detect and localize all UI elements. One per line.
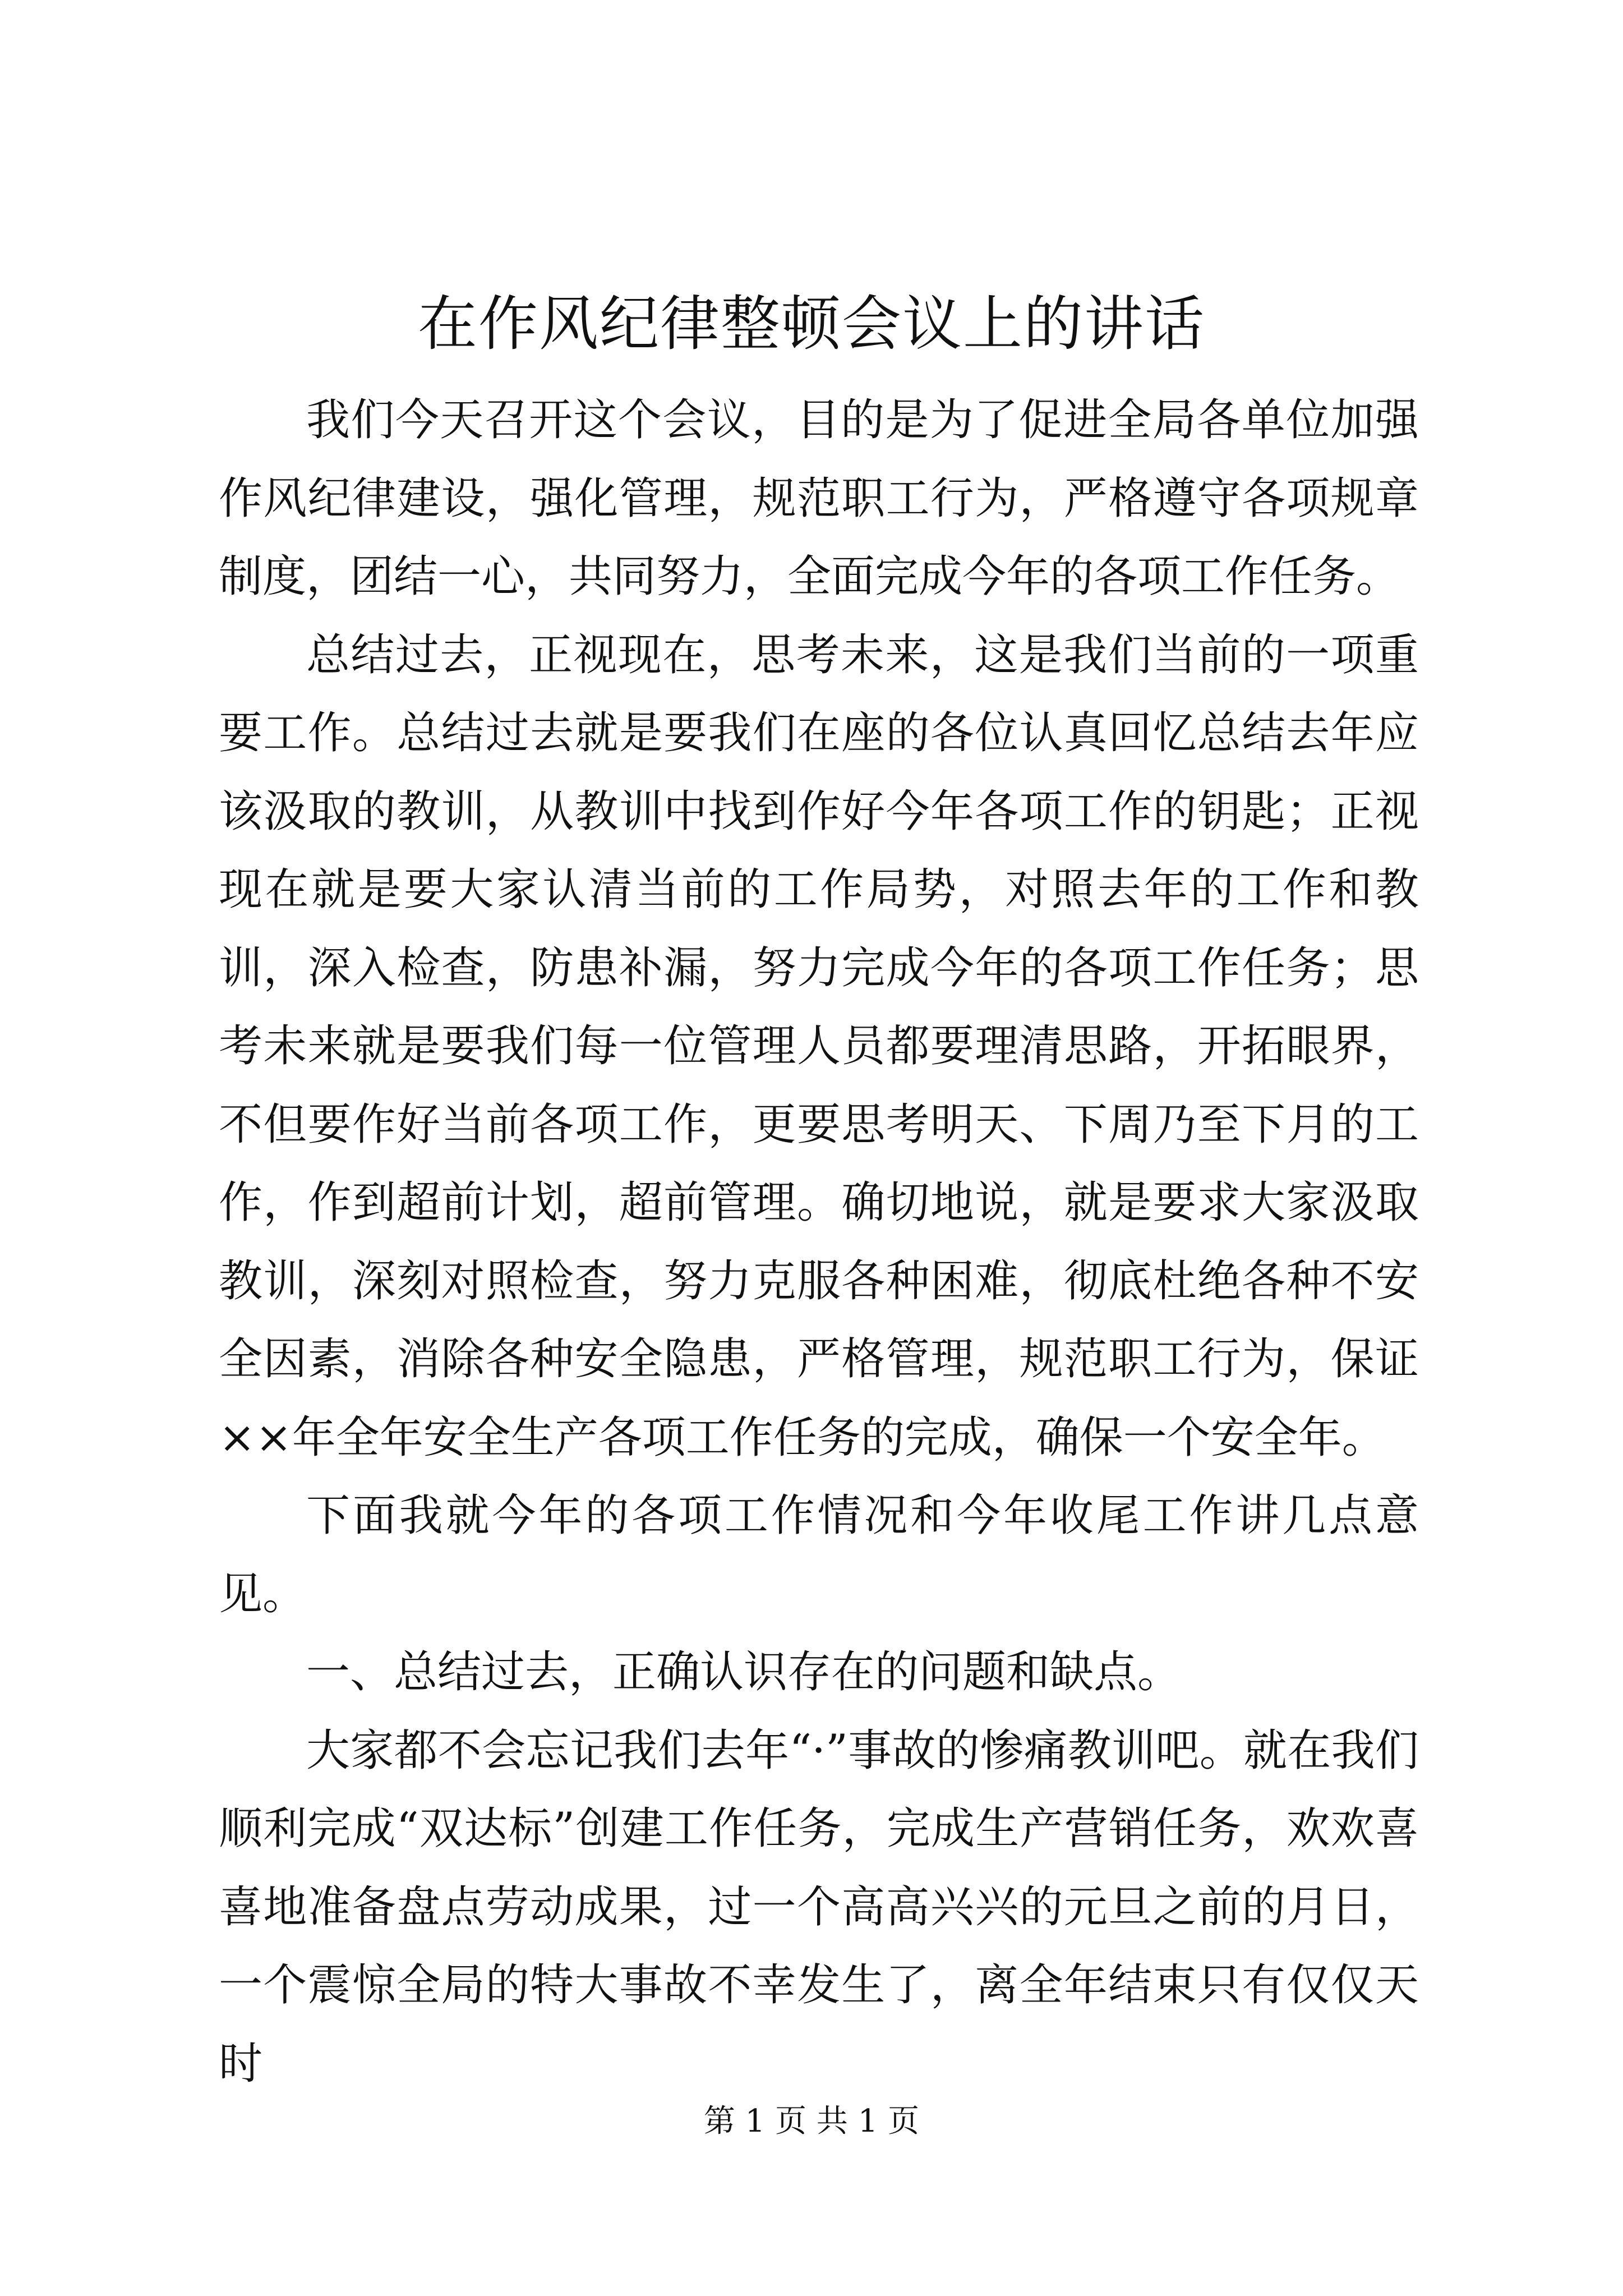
document-body — [219, 381, 1419, 2103]
paragraph-4: 大家都不会忘记我们去年“·”事故的惨痛教训吧。就在我们顺利完成“双达标”创建工作任务，完成生产营销任务，欢欢喜喜地准备盘点劳动成果，过一个高高兴兴的元旦之前的月日，一个震惊全局的特大事故不幸发生了，离全年结束只有仅仅天时 — [219, 1725, 1419, 2089]
document-title: 在作风纪律整顿会议上的讲话 — [418, 289, 1205, 358]
paragraph-3: 下面我就今年的各项工作情况和今年收尾工作讲几点意见。 — [219, 1490, 1419, 1619]
page-footer: 第 1 页 共 1 页 — [703, 2103, 920, 2139]
paragraph-2: 总结过去，正视现在，思考未来，这是我们当前的一项重要工作。总结过去就是要我们在座的各位认真回忆总结去年应该汲取的教训，从教训中找到作好今年各项工作的钥匙；正视现在就是要大家认清当前的工作局势，对照去年的工作和教训，深入检查，防患补漏，努力完成今年的各项工作任务；思考未来就是要我们每一位管理人员都要理清思路，开拓眼界，不但要作好当前各项工作，更要思考明天、下周乃至下月的工作，作到超前计划，超前管理。确切地说，就是要求大家汲取教训，深刻对照检查，努力克服各种困难，彻底杜绝各种不安全因素，消除各种安全隐患，严格管理，规范职工行为，保证××年全年安全生产各项工作任务的完成，确保一个安全年。 — [219, 629, 1419, 1463]
section-heading-1: 一、总结过去，正确认识存在的问题和缺点。 — [306, 1647, 1182, 1697]
paragraph-1: 我们今天召开这个会议，目的是为了促进全局各单位加强作风纪律建设，强化管理，规范职工行为，严格遵守各项规章制度，团结一心，共同努力，全面完成今年的各项工作任务。 — [219, 395, 1419, 602]
